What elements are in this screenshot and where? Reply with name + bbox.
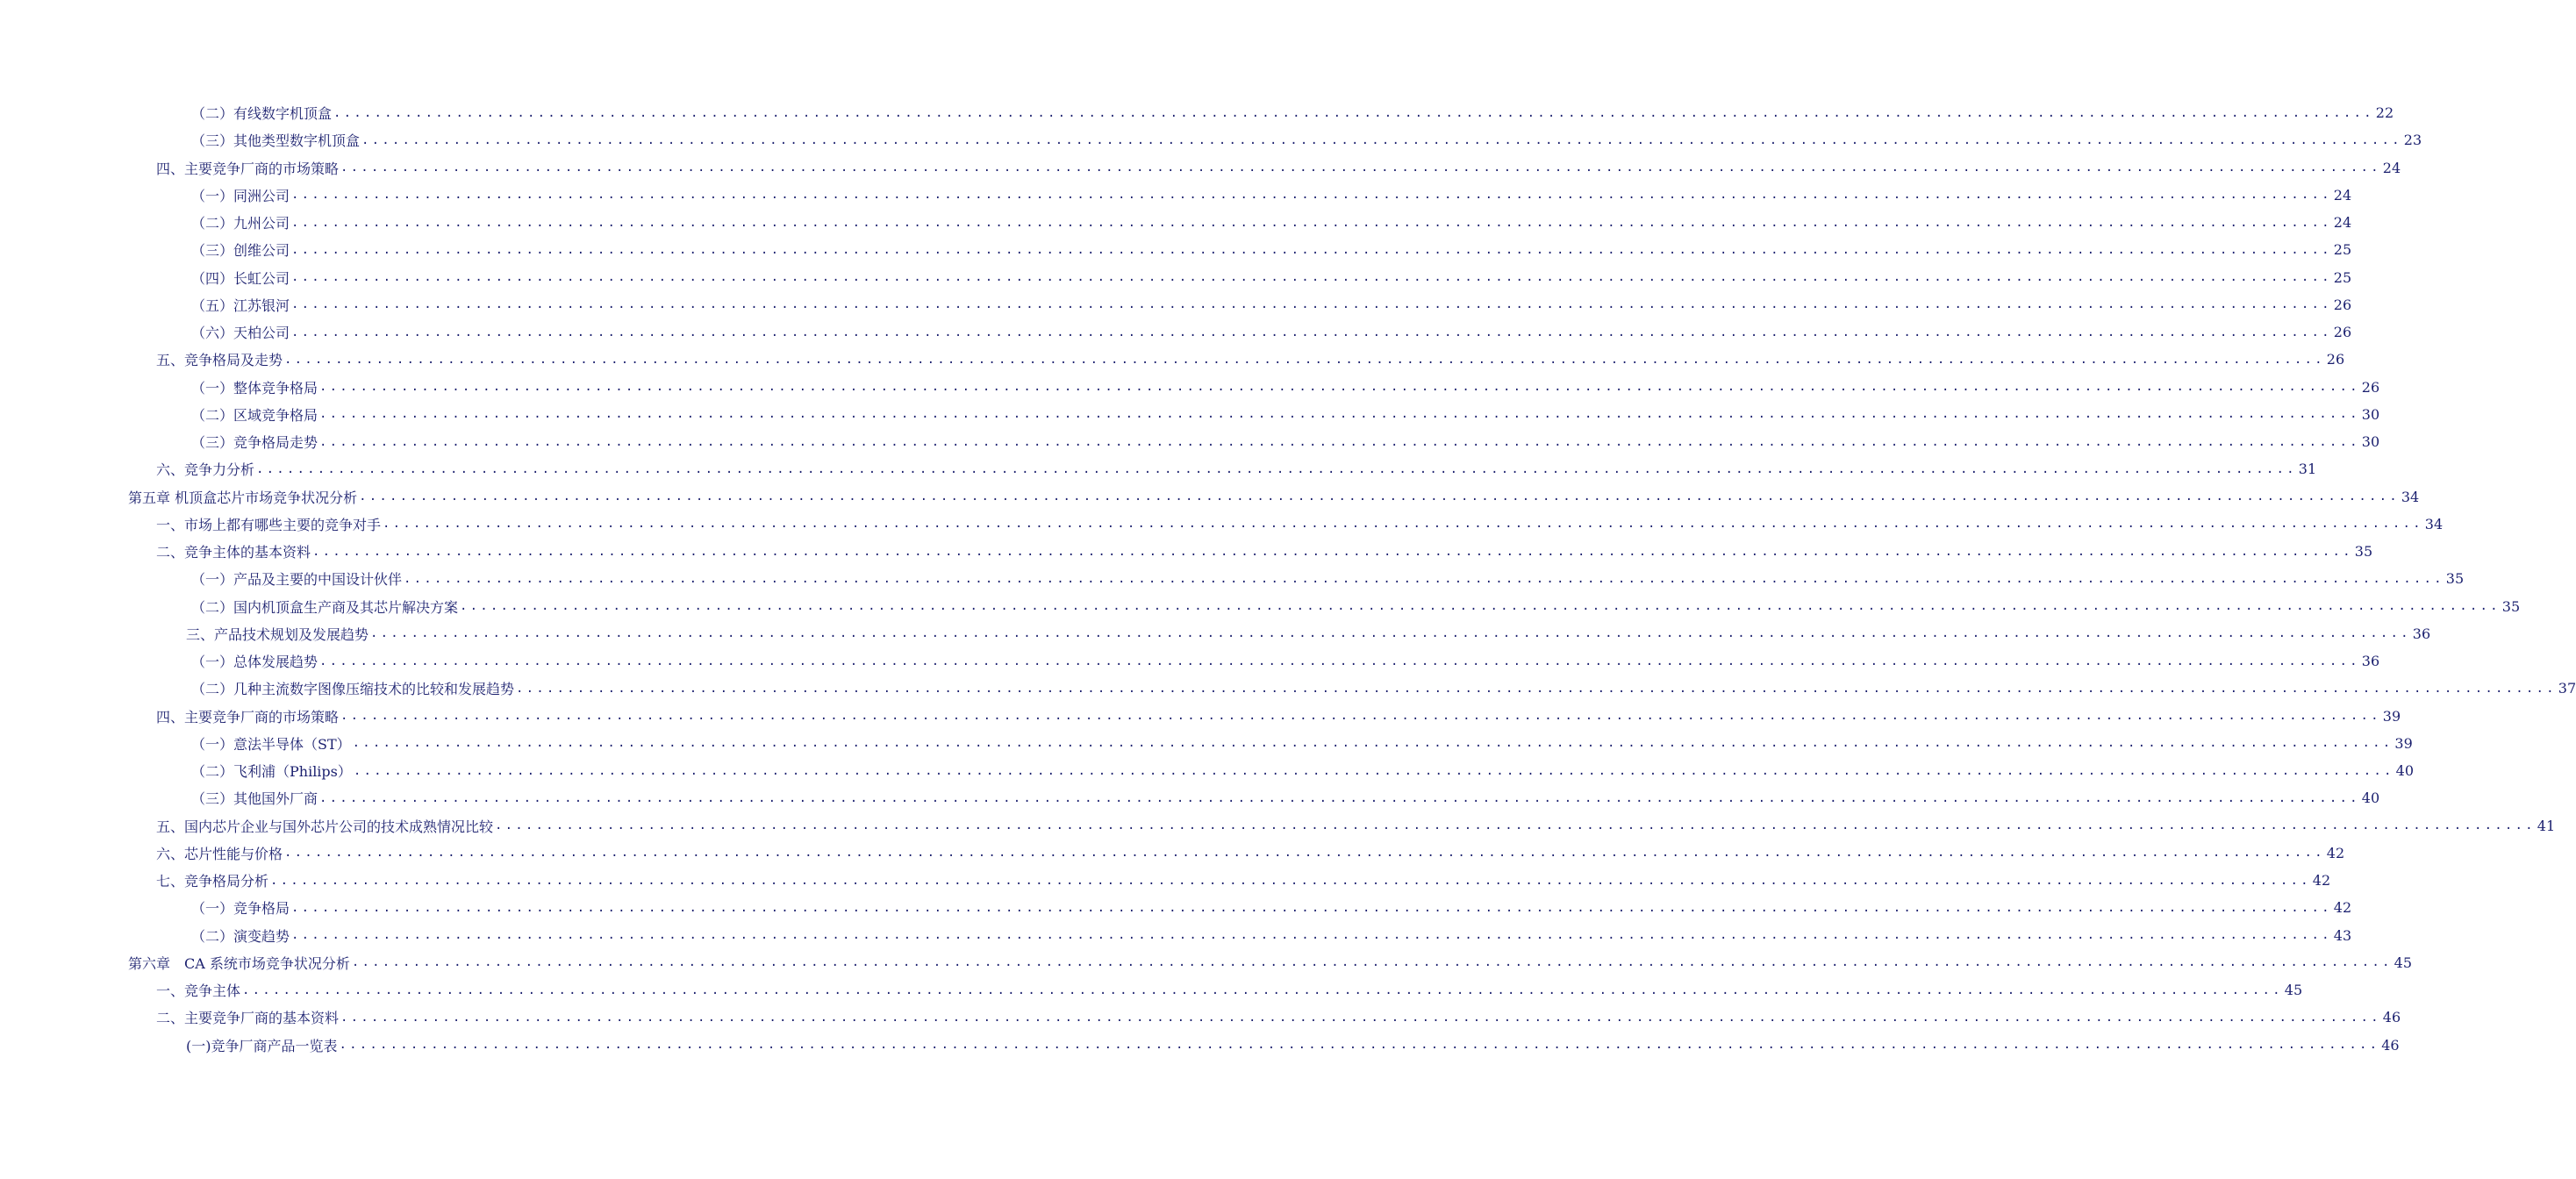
toc-entry-title: 二、主要竞争厂商的基本资料 [156, 1010, 340, 1027]
toc-entry-title: 一、市场上都有哪些主要的竞争对手 [156, 516, 382, 533]
toc-entry[interactable] [0, 455, 2317, 482]
toc-entry[interactable] [0, 291, 2352, 318]
toc-entry[interactable] [0, 428, 2380, 455]
toc-dot-leader: ........................................................................................................................................................................................................ [270, 873, 2311, 888]
toc-entry[interactable] [0, 126, 2422, 154]
toc-entry[interactable] [0, 867, 2331, 894]
toc-dot-leader: ........................................................................................................................................................................................................ [495, 818, 2536, 833]
toc-entry[interactable] [0, 922, 2352, 949]
toc-page-number: 24 [2333, 214, 2352, 232]
toc-entry-title: 第五章 机顶盒芯片市场竞争状况分析 [128, 489, 358, 506]
toc-entry[interactable] [0, 647, 2380, 675]
toc-entry-title: 七、竞争格局分析 [156, 873, 269, 890]
toc-dot-leader: ........................................................................................................................................................................................................ [339, 1038, 2380, 1053]
toc-entry-title: （一）产品及主要的中国设计伙伴 [191, 571, 403, 589]
toc-entry-title: （三）其他类型数字机顶盒 [191, 132, 361, 150]
toc-dot-leader: ........................................................................................................................................................................................................ [404, 571, 2444, 586]
toc-dot-leader: ........................................................................................................................................................................................................ [291, 297, 2332, 312]
toc-dot-leader: ........................................................................................................................................................................................................ [242, 982, 2283, 997]
toc-entry-title: 二、竞争主体的基本资料 [156, 544, 311, 561]
toc-entry-title: （二）几种主流数字图像压缩技术的比较和发展趋势 [191, 681, 515, 698]
toc-entry-title: （四）长虹公司 [191, 269, 290, 287]
toc-dot-leader: ........................................................................................................................................................................................................ [319, 434, 2360, 449]
toc-page-number: 41 [2537, 817, 2556, 834]
toc-dot-leader: ........................................................................................................................................................................................................ [383, 517, 2423, 532]
toc-entry-title: 一、竞争主体 [156, 982, 241, 1000]
toc-entry[interactable] [0, 784, 2380, 811]
toc-entry[interactable] [0, 483, 2420, 511]
toc-entry[interactable] [0, 1004, 2401, 1031]
toc-entry-title: 第六章 CA 系统市场竞争状况分析 [128, 954, 350, 972]
toc-dot-leader: ........................................................................................................................................................................................................ [340, 161, 2381, 175]
toc-dot-leader: ........................................................................................................................................................................................................ [291, 215, 2332, 230]
toc-dot-leader: ........................................................................................................................................................................................................ [291, 242, 2332, 257]
toc-page-number: 26 [2333, 296, 2352, 313]
toc-entry[interactable] [0, 949, 2412, 976]
toc-entry-title: （二）九州公司 [191, 215, 290, 232]
toc-dot-leader: ........................................................................................................................................................................................................ [312, 544, 2353, 559]
toc-dot-leader: ........................................................................................................................................................................................................ [291, 325, 2332, 339]
toc-page-number: 30 [2361, 405, 2380, 423]
toc-entry[interactable] [0, 374, 2380, 401]
toc-dot-leader: ........................................................................................................................................................................................................ [291, 928, 2332, 943]
toc-entry[interactable] [0, 99, 2394, 126]
toc-entry[interactable] [0, 812, 2556, 840]
toc-dot-leader: ........................................................................................................................................................................................................ [256, 461, 2297, 476]
toc-page-number: 26 [2333, 324, 2352, 341]
toc-entry[interactable] [0, 757, 2414, 784]
toc-entry-title: （六）天柏公司 [191, 325, 290, 342]
toc-entry[interactable] [0, 511, 2444, 538]
toc-page-number: 30 [2361, 433, 2380, 451]
toc-dot-leader: ........................................................................................................................................................................................................ [353, 763, 2394, 778]
toc-dot-leader: ........................................................................................................................................................................................................ [361, 132, 2402, 147]
toc-entry[interactable] [0, 565, 2465, 592]
toc-page-number: 24 [2333, 186, 2352, 204]
toc-entry[interactable] [0, 976, 2303, 1004]
toc-page-number: 42 [2326, 844, 2345, 861]
toc-entry[interactable] [0, 401, 2380, 428]
toc-page-number: 35 [2354, 543, 2373, 561]
toc-entry-title: 三、产品技术规划及发展趋势 [186, 625, 369, 643]
toc-page-number: 35 [2501, 597, 2521, 615]
toc-page-number: 46 [2381, 1036, 2400, 1054]
toc-page-number: 37 [2558, 680, 2576, 697]
toc-entry[interactable] [0, 154, 2401, 182]
toc-dot-leader: ........................................................................................................................................................................................................ [340, 709, 2381, 724]
toc-entry-title: （二）区域竞争格局 [191, 406, 318, 424]
toc-entry-title: （二）有线数字机顶盒 [191, 105, 333, 123]
toc-dot-leader: ........................................................................................................................................................................................................ [319, 380, 2360, 395]
toc-entry-title: （一）整体竞争格局 [191, 379, 318, 397]
toc-dot-leader: ........................................................................................................................................................................................................ [370, 626, 2411, 641]
toc-page-number: 26 [2361, 378, 2380, 396]
toc-page-number: 39 [2394, 734, 2413, 752]
toc-entry-title: （三）竞争格局走势 [191, 434, 318, 452]
toc-dot-leader: ........................................................................................................................................................................................................ [333, 105, 2374, 120]
toc-entry[interactable] [0, 264, 2352, 291]
toc-page-number: 23 [2403, 132, 2422, 149]
toc-entry[interactable] [0, 620, 2431, 647]
toc-dot-leader: ........................................................................................................................................................................................................ [284, 846, 2325, 861]
toc-entry[interactable] [0, 675, 2576, 702]
toc-dot-leader: ........................................................................................................................................................................................................ [291, 900, 2332, 915]
toc-dot-leader: ........................................................................................................................................................................................................ [319, 654, 2360, 668]
toc-dot-leader: ........................................................................................................................................................................................................ [359, 489, 2400, 504]
toc-dot-leader: ........................................................................................................................................................................................................ [291, 188, 2332, 203]
toc-page-number: 26 [2326, 351, 2345, 368]
toc-entry-title: （二）国内机顶盒生产商及其芯片解决方案 [191, 598, 459, 616]
toc-page-number: 24 [2382, 159, 2401, 176]
toc-entry[interactable] [0, 730, 2413, 757]
toc-entry-title: （三）其他国外厂商 [191, 790, 318, 808]
toc-entry[interactable] [0, 593, 2521, 620]
toc-entry[interactable] [0, 346, 2345, 373]
toc-page-number: 22 [2375, 104, 2394, 122]
toc-page-number: 25 [2333, 268, 2352, 286]
toc-entry-title: 四、主要竞争厂商的市场策略 [156, 160, 340, 177]
toc-page-number: 34 [2424, 515, 2444, 532]
toc-page-number: 40 [2361, 790, 2380, 807]
toc-entry-title: （一）竞争格局 [191, 900, 290, 918]
toc-page-number: 31 [2298, 461, 2317, 478]
toc-page-number: 36 [2361, 653, 2380, 670]
toc-dot-leader: ........................................................................................................................................................................................................ [516, 681, 2557, 696]
toc-entry-title: (一)竞争厂商产品一览表 [186, 1037, 338, 1054]
toc-entry-title: 五、国内芯片企业与国外芯片公司的技术成熟情况比较 [156, 818, 494, 835]
toc-dot-leader: ........................................................................................................................................................................................................ [340, 1010, 2381, 1025]
toc-entry[interactable] [0, 538, 2373, 565]
toc-entry[interactable] [0, 894, 2352, 921]
toc-entry-title: （二）飞利浦（Philips） [191, 763, 352, 781]
toc-page-number: 45 [2394, 954, 2412, 971]
toc-page-number: 36 [2412, 625, 2431, 642]
toc-entry-title: 五、竞争格局及走势 [156, 352, 283, 369]
toc-dot-leader: ........................................................................................................................................................................................................ [352, 736, 2394, 751]
toc-page-number: 46 [2382, 1009, 2401, 1026]
toc-page-number: 43 [2333, 926, 2352, 944]
toc-entry[interactable] [0, 318, 2352, 346]
toc-entry-title: （一）意法半导体（ST） [191, 735, 351, 753]
toc-page-number: 35 [2445, 570, 2465, 588]
toc-entry[interactable] [0, 1032, 2400, 1059]
toc-entry-title: 四、主要竞争厂商的市场策略 [156, 708, 340, 725]
toc-entry-title: （一）总体发展趋势 [191, 654, 318, 671]
toc-dot-leader: ........................................................................................................................................................................................................ [460, 599, 2501, 614]
table-of-contents [0, 99, 2576, 1059]
toc-dot-leader: ........................................................................................................................................................................................................ [319, 790, 2360, 805]
toc-entry[interactable] [0, 840, 2345, 867]
toc-page-number: 42 [2333, 899, 2352, 917]
toc-entry-title: 六、芯片性能与价格 [156, 845, 283, 862]
toc-entry-title: （三）创维公司 [191, 242, 290, 260]
toc-page-number: 45 [2284, 982, 2303, 999]
toc-entry-title: 六、竞争力分析 [156, 461, 255, 479]
toc-entry[interactable] [0, 209, 2352, 236]
toc-entry-title: （一）同洲公司 [191, 187, 290, 204]
toc-page-number: 42 [2312, 872, 2331, 890]
toc-entry[interactable] [0, 236, 2352, 263]
toc-dot-leader: ........................................................................................................................................................................................................ [319, 407, 2360, 422]
toc-page-number: 34 [2401, 488, 2420, 505]
toc-entry[interactable] [0, 182, 2352, 209]
toc-dot-leader: ........................................................................................................................................................................................................ [284, 352, 2325, 367]
toc-entry-title: （二）演变趋势 [191, 927, 290, 945]
toc-page-number: 40 [2395, 762, 2414, 780]
toc-dot-leader: ........................................................................................................................................................................................................ [351, 955, 2393, 970]
toc-entry[interactable] [0, 703, 2401, 730]
toc-page-number: 39 [2382, 707, 2401, 725]
toc-dot-leader: ........................................................................................................................................................................................................ [291, 270, 2332, 285]
toc-entry-title: （五）江苏银河 [191, 297, 290, 314]
toc-page-number: 25 [2333, 241, 2352, 259]
